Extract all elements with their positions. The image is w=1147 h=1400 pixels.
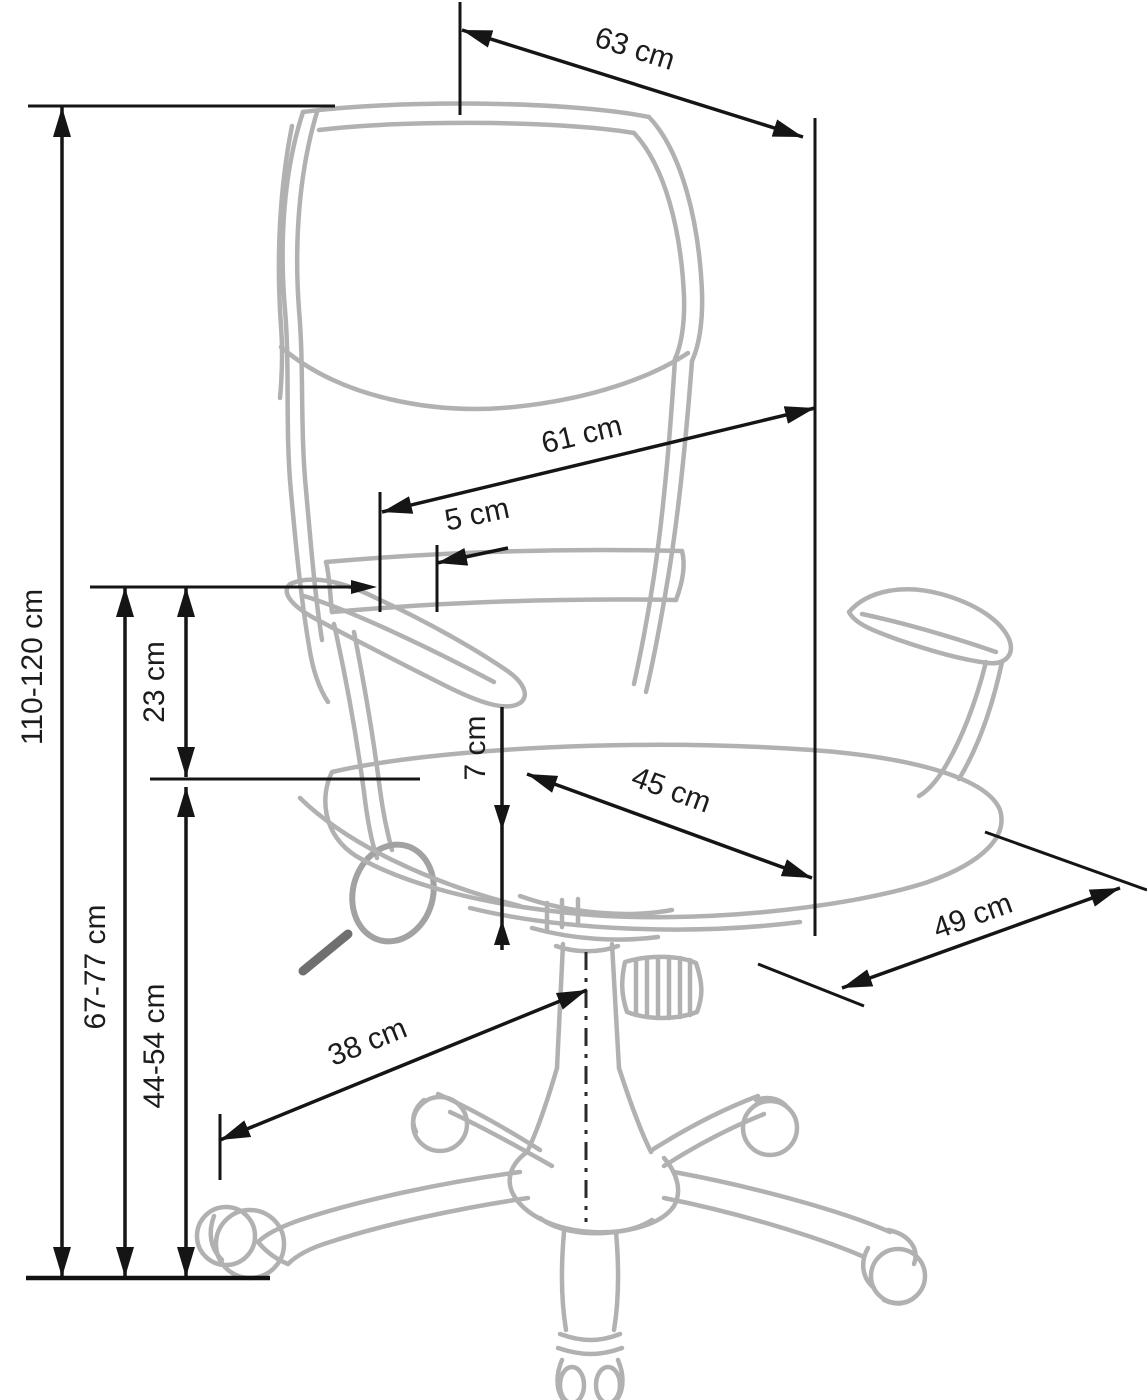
label-seat-height: 44-54 cm [138,983,171,1109]
dimension-lines [26,2,1147,1278]
label-armrest-above-seat: 23 cm [138,641,171,723]
armrest-knob [341,835,445,951]
label-total-height: 110-120 cm [16,588,49,746]
label-armrest-height: 67-77 cm [79,904,112,1030]
dimension-labels [16,21,1017,1109]
dim-38 [220,990,587,1140]
chair-drawing [197,104,1011,1400]
right-armrest [849,589,1011,796]
headrest-seam [281,347,688,409]
label-backrest-width: 61 cm [538,409,626,461]
label-seat-cushion: 7 cm [459,715,492,781]
label-headrest-top-width: 63 cm [590,20,679,77]
label-seat-width: 49 cm [928,886,1017,946]
front-caster [560,1367,584,1400]
label-backrest-gap: 5 cm [441,491,513,538]
label-base-radius: 38 cm [323,1011,412,1073]
label-seat-depth: 45 cm [627,760,716,820]
base [197,1094,925,1400]
tilt-lever [303,934,348,971]
